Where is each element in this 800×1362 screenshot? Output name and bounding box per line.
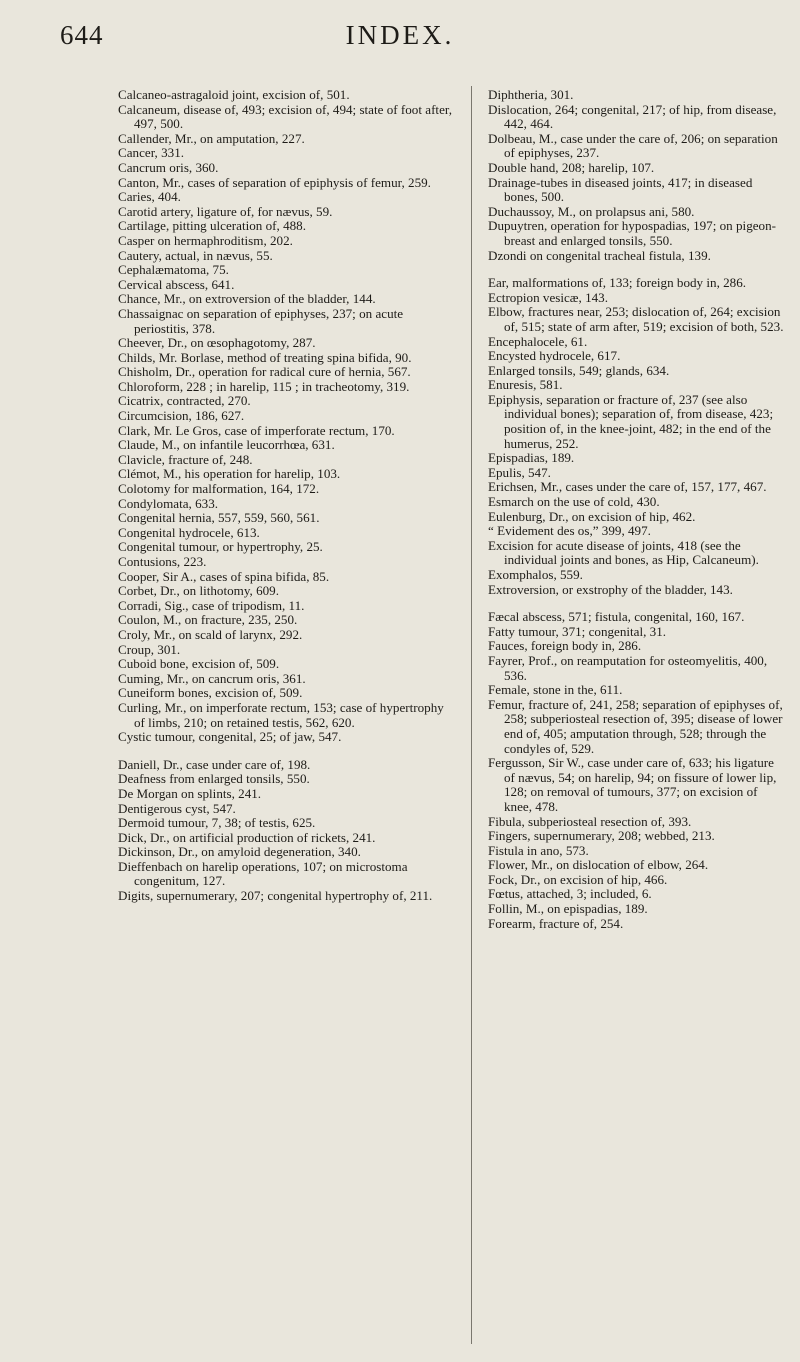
index-entry: De Morgan on splints, 241. <box>118 785 262 801</box>
index-entry: Condylomata, 633. <box>118 495 219 511</box>
index-entry: Exomphalos, 559. <box>488 567 583 582</box>
index-entry: Erichsen, Mr., cases under the care of, 157, 177, 467. <box>488 479 767 495</box>
running-header <box>0 18 800 58</box>
index-entry: Femur, fracture of, 241, 258; separation of epiphyses of, 258; subperiosteal resection of, 395; disease of lower end of, 405; amputation through, 528; through the condyles of, 529. <box>488 696 783 756</box>
index-entry: Epiphysis, separation or fracture of, 237 (see also individual bones); separation of, from disease, 423; position of, in the knee-joint, 482; in the end of the humerus, 252. <box>488 391 774 451</box>
index-column-right <box>488 88 788 931</box>
index-entry: Cuneiform bones, excision of, 509. <box>118 685 303 701</box>
index-entry: Cooper, Sir A., cases of spina bifida, 85. <box>118 568 330 584</box>
index-entry: Cephalæmatoma, 75. <box>118 262 229 278</box>
index-entry: Fayrer, Prof., on reamputation for osteomyelitis, 400, 536. <box>488 652 768 683</box>
index-entry: Cystic tumour, congenital, 25; of jaw, 547. <box>118 729 342 745</box>
index-entry: Fæcal abscess, 571; fistula, congenital, 160, 167. <box>488 609 745 625</box>
index-entry: Childs, Mr. Borlase, method of treating spina bifida, 90. <box>118 349 412 365</box>
index-entry: Fatty tumour, 371; congenital, 31. <box>488 623 667 639</box>
index-entry: Dieffenbach on harelip operations, 107; on microstoma congenitum, 127. <box>118 858 408 889</box>
letter-group-gap <box>118 745 456 758</box>
index-entry: Dentigerous cyst, 547. <box>118 800 236 816</box>
index-entry: Cautery, actual, in nævus, 55. <box>118 247 273 263</box>
index-entry: Epulis, 547. <box>488 464 551 480</box>
index-entry: Caries, 404. <box>118 189 181 205</box>
index-entry: Clémot, M., his operation for harelip, 103. <box>118 466 341 482</box>
index-entry: Chance, Mr., on extroversion of the bladder, 144. <box>118 291 376 307</box>
page-number: 644 <box>60 20 104 50</box>
index-entry: Congenital hernia, 557, 559, 560, 561. <box>118 510 320 526</box>
index-entry: Cuboid bone, excision of, 509. <box>118 656 280 672</box>
index-entry: Forearm, fracture of, 254. <box>488 915 624 931</box>
index-entry: Follin, M., on epispadias, 189. <box>488 901 648 917</box>
index-entry: Curling, Mr., on imperforate rectum, 153; case of hypertrophy of limbs, 210; on retained testis, 562, 620. <box>118 699 444 730</box>
index-entry: Fœtus, attached, 3; included, 6. <box>488 886 652 902</box>
index-entry: Dupuytren, operation for hypospadias, 197; on pigeon-breast and enlarged tonsils, 550. <box>488 218 777 248</box>
index-entry: Ectropion vesicæ, 143. <box>488 289 609 305</box>
index-entry: Encephalocele, 61. <box>488 333 588 349</box>
index-entry: Cartilage, pitting ulceration of, 488. <box>118 218 306 234</box>
index-entry: Cheever, Dr., on œsophagotomy, 287. <box>118 335 316 351</box>
index-entry: Dislocation, 264; congenital, 217; of hip, from disease, 442, 464. <box>488 101 777 132</box>
index-entry: Colotomy for malformation, 164, 172. <box>118 481 320 497</box>
index-entry: Fistula in ano, 573. <box>488 842 589 858</box>
index-entry: Dickinson, Dr., on amyloid degeneration, 340. <box>118 844 361 860</box>
index-entry: Duchaussoy, M., on prolapsus ani, 580. <box>488 203 695 219</box>
index-entry: Contusions, 223. <box>118 554 207 569</box>
index-entry: Clavicle, fracture of, 248. <box>118 451 253 467</box>
index-entry: Callender, Mr., on amputation, 227. <box>118 130 305 146</box>
index-entry: Chloroform, 228 ; in harelip, 115 ; in tracheotomy, 319. <box>118 378 410 394</box>
index-entry: Carotid artery, ligature of, for nævus, 59. <box>118 203 333 219</box>
index-entry: Coulon, M., on fracture, 235, 250. <box>118 612 298 628</box>
index-entry: Esmarch on the use of cold, 430. <box>488 494 660 510</box>
index-entry: Elbow, fractures near, 253; dislocation of, 264; excision of, 515; state of arm after, 519; excision of both, 523. <box>488 304 784 334</box>
index-entry: Corbet, Dr., on lithotomy, 609. <box>118 583 279 599</box>
index-entry: Excision for acute disease of joints, 418 (see the individual joints and bones, as Hip, Calcaneum). <box>488 537 759 568</box>
index-entry: Dick, Dr., on artificial production of rickets, 241. <box>118 829 376 845</box>
index-entry: Claude, M., on infantile leucorrhœa, 631. <box>118 437 335 453</box>
index-entry: Dolbeau, M., case under the care of, 206; on separation of epiphyses, 237. <box>488 130 778 161</box>
index-entry: “ Evidement des os,” 399, 497. <box>488 523 651 539</box>
index-entry: Cancer, 331. <box>118 145 185 161</box>
index-entry: Double hand, 208; harelip, 107. <box>488 159 655 175</box>
index-entry: Canton, Mr., cases of separation of epiphysis of femur, 259. <box>118 174 431 190</box>
index-entry: Fauces, foreign body in, 286. <box>488 638 642 654</box>
index-entry: Chassaignac on separation of epiphyses, 237; on acute periostitis, 378. <box>118 305 404 336</box>
index-entry: Cuming, Mr., on cancrum oris, 361. <box>118 670 306 686</box>
index-entry: Dzondi on congenital tracheal fistula, 139. <box>488 247 711 263</box>
index-entry: Extroversion, or exstrophy of the bladder, 143. <box>488 581 733 597</box>
index-entry: Enuresis, 581. <box>488 377 563 393</box>
index-entry: Enlarged tonsils, 549; glands, 634. <box>488 362 670 378</box>
index-entry: Calcaneo-astragaloid joint, excision of, 501. <box>118 87 350 102</box>
index-entry: Drainage-tubes in diseased joints, 417; in diseased bones, 500. <box>488 174 753 205</box>
index-entry: Fock, Dr., on excision of hip, 466. <box>488 871 668 887</box>
index-entry: Encysted hydrocele, 617. <box>488 348 621 364</box>
index-entry: Female, stone in the, 611. <box>488 682 623 698</box>
index-entry: Digits, supernumerary, 207; congenital hypertrophy of, 211. <box>118 888 433 904</box>
page-title: INDEX. <box>345 20 455 50</box>
index-entry: Congenital tumour, or hypertrophy, 25. <box>118 539 323 555</box>
index-entry: Casper on hermaphroditism, 202. <box>118 232 293 248</box>
index-entry: Corradi, Sig., case of tripodism, 11. <box>118 597 305 613</box>
index-entry: Congenital hydrocele, 613. <box>118 524 260 540</box>
index-entry: Cancrum oris, 360. <box>118 159 219 175</box>
index-entry: Chisholm, Dr., operation for radical cure of hernia, 567. <box>118 364 411 380</box>
index-entry: Deafness from enlarged tonsils, 550. <box>118 771 310 787</box>
index-entry: Ear, malformations of, 133; foreign body in, 286. <box>488 275 747 291</box>
index-entry: Diphtheria, 301. <box>488 87 574 102</box>
index-entry: Clark, Mr. Le Gros, case of imperforate rectum, 170. <box>118 422 395 438</box>
index-entry: Dermoid tumour, 7, 38; of testis, 625. <box>118 815 316 831</box>
column-divider <box>471 86 472 1344</box>
index-entry: Croly, Mr., on scald of larynx, 292. <box>118 626 303 642</box>
index-entry: Cicatrix, contracted, 270. <box>118 393 251 409</box>
index-entry: Calcaneum, disease of, 493; excision of, 494; state of foot after, 497, 500. <box>118 101 452 132</box>
index-entry: Circumcision, 186, 627. <box>118 408 245 424</box>
index-entry: Eulenburg, Dr., on excision of hip, 462. <box>488 508 696 524</box>
index-entry: Fibula, subperiosteal resection of, 393. <box>488 813 692 829</box>
index-entry: Fergusson, Sir W., case under care of, 633; his ligature of nævus, 54; on harelip, 94; on fissure of lower lip, 128; on removal of tumours, 377; on excision of knee, 478. <box>488 755 777 814</box>
index-entry: Daniell, Dr., case under care of, 198. <box>118 756 311 772</box>
index-entry: Flower, Mr., on dislocation of elbow, 264. <box>488 857 709 873</box>
index-column-left <box>118 88 456 904</box>
index-entry: Cervical abscess, 641. <box>118 276 235 292</box>
index-entry: Fingers, supernumerary, 208; webbed, 213. <box>488 828 715 844</box>
index-entry: Epispadias, 189. <box>488 450 575 466</box>
index-entry: Croup, 301. <box>118 641 181 657</box>
